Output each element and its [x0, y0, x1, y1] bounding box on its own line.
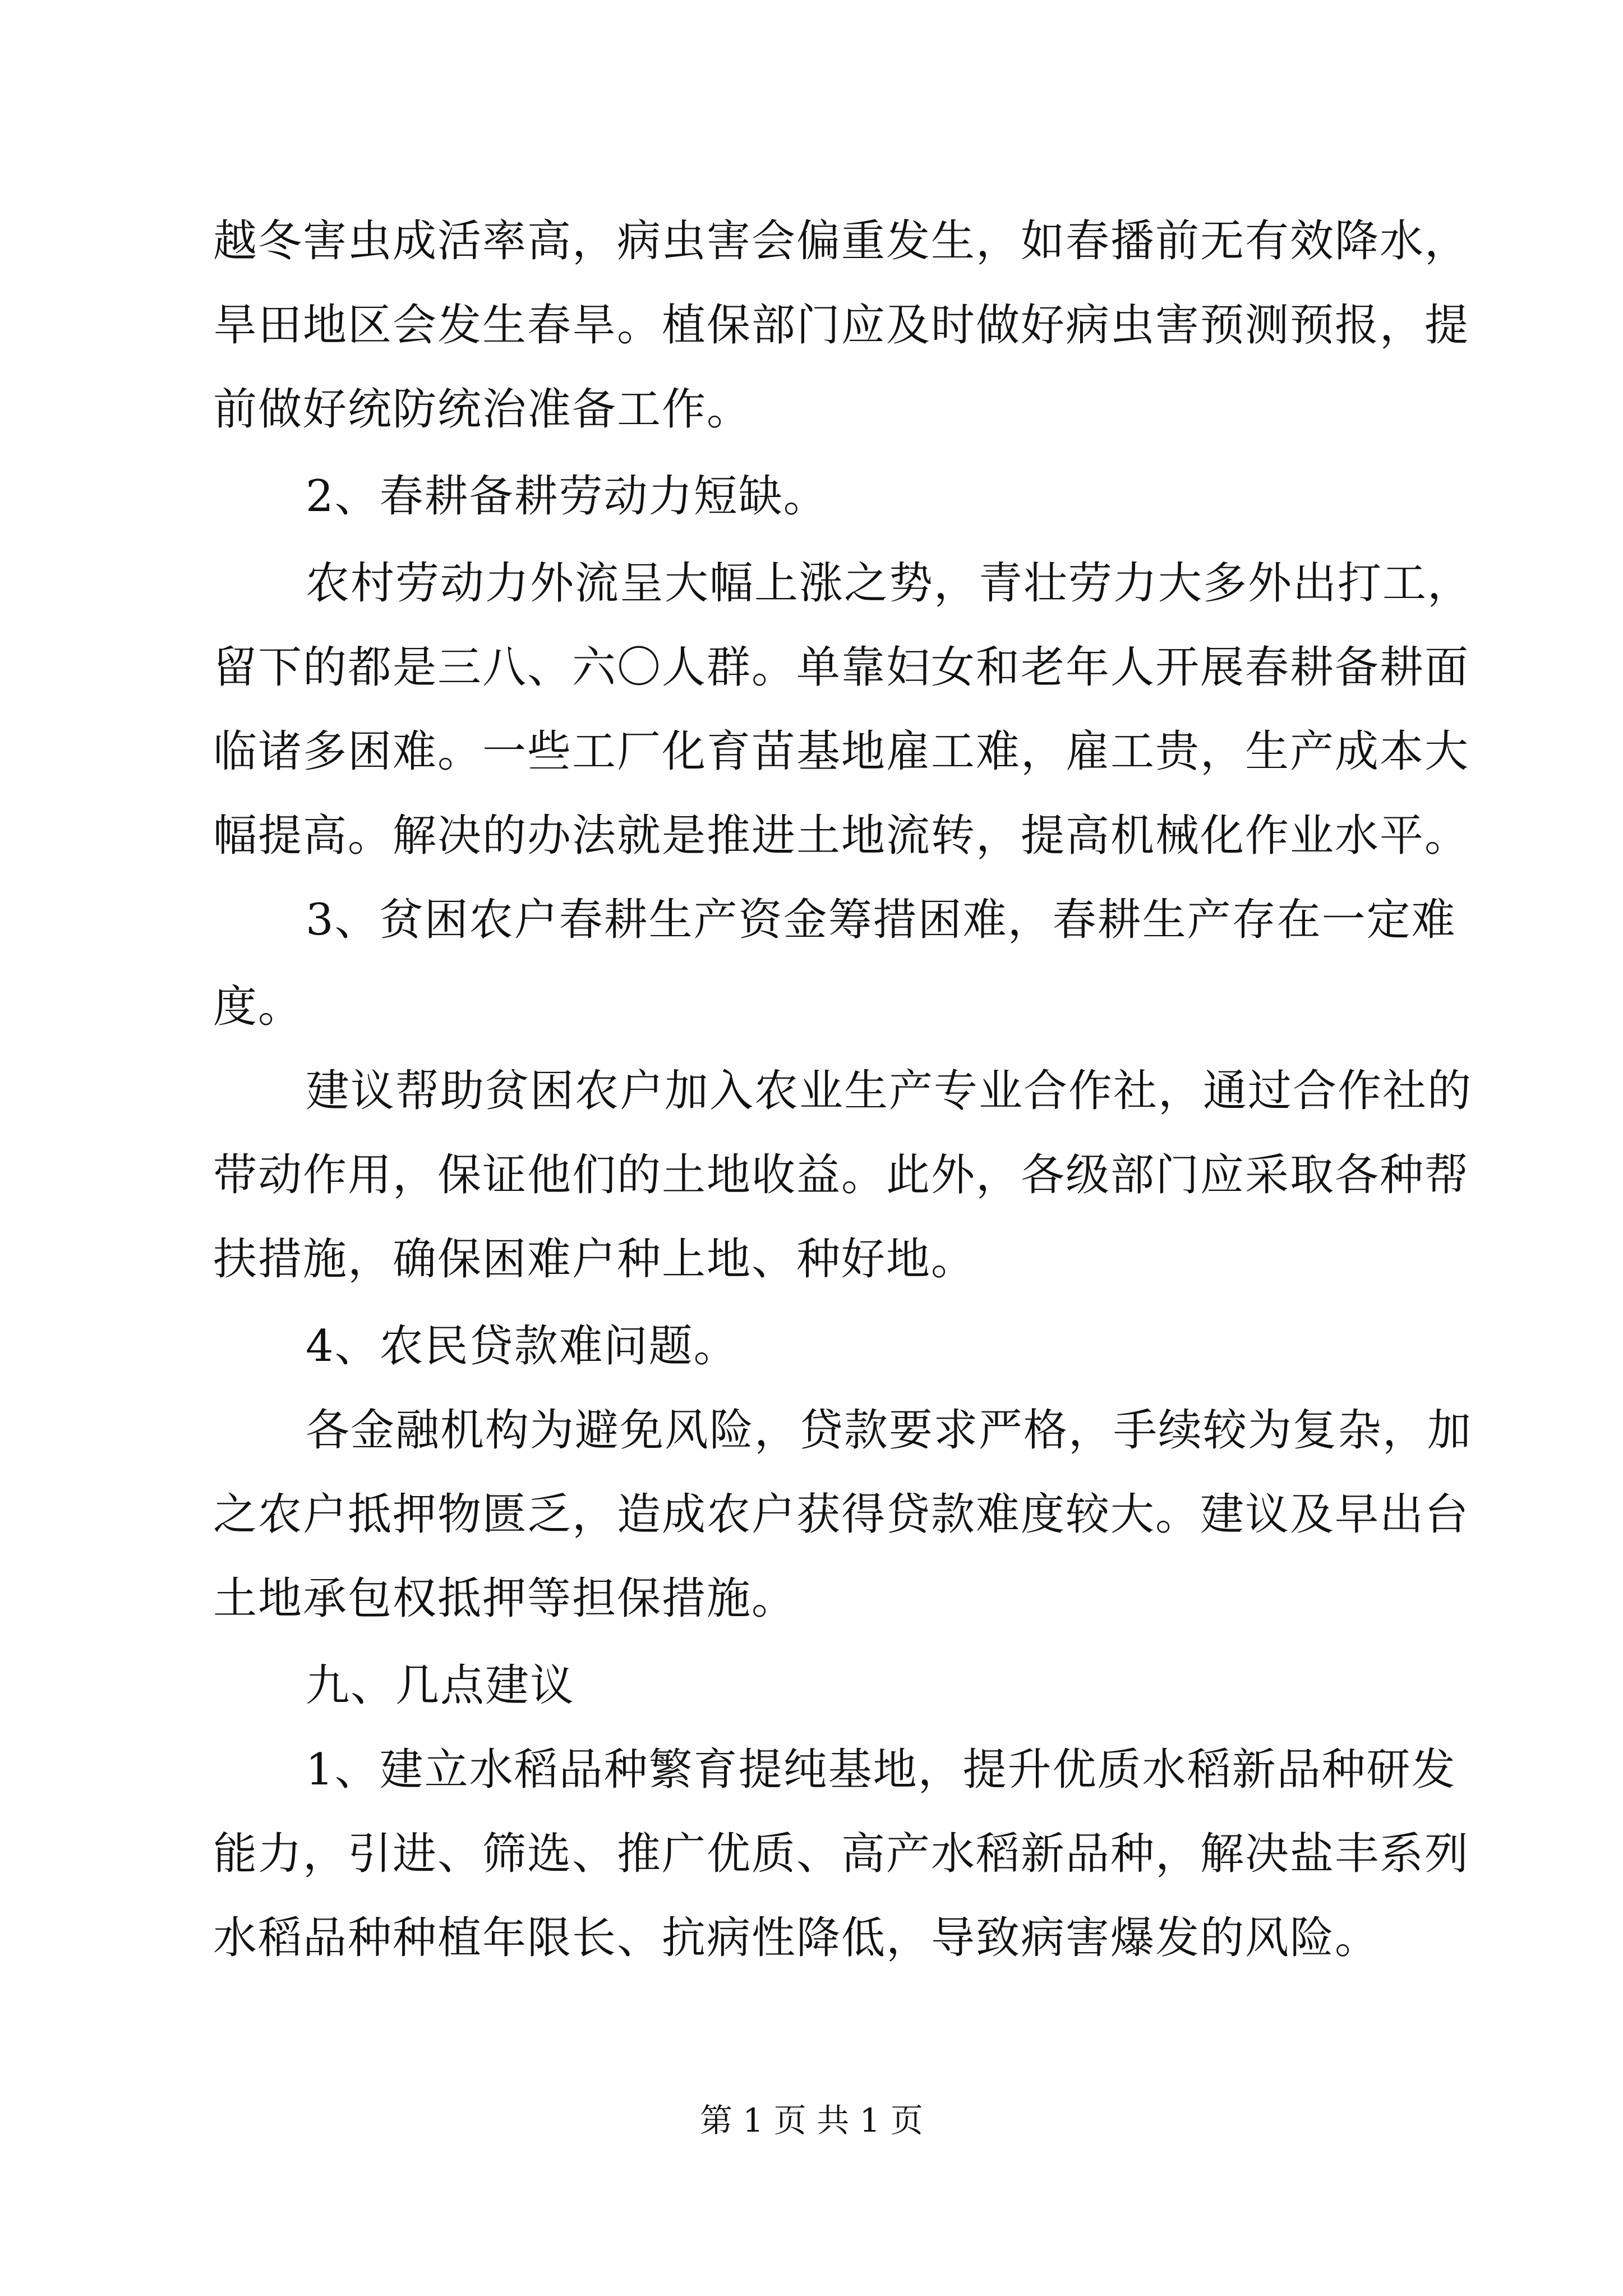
- text-line: 留下的都是三八、六〇人群。单靠妇女和老年人开展春耕备耕面: [213, 642, 1470, 693]
- text-line: 农村劳动力外流呈大幅上涨之势，青壮劳力大多外出打工，: [306, 558, 1473, 609]
- page-number-footer: 第 1 页 共 1 页: [700, 2101, 923, 2139]
- text-line: 临诸多困难。一些工厂化育苗基地雇工难，雇工贵，生产成本大: [213, 726, 1470, 777]
- text-line: 越冬害虫成活率高，病虫害会偏重发生，如春播前无有效降水，: [213, 216, 1470, 266]
- text-line: 之农户抵押物匮乏，造成农户获得贷款难度较大。建议及早出台: [213, 1489, 1470, 1540]
- text-line: 前做好统防统治准备工作。: [213, 384, 752, 435]
- text-line: 旱田地区会发生春旱。植保部门应及时做好病虫害预测预报，提: [213, 300, 1470, 351]
- section-heading: 九、几点建议: [306, 1660, 575, 1711]
- text-line: 水稻品种种植年限长、抗病性降低，导致病害爆发的风险。: [213, 1913, 1380, 1963]
- section-heading: 2、春耕备耕劳动力短缺。: [306, 471, 828, 522]
- text-line: 能力，引进、筛选、推广优质、高产水稻新品种，解决盐丰系列: [213, 1829, 1470, 1879]
- text-line: 建议帮助贫困农户加入农业生产专业合作社，通过合作社的: [306, 1066, 1473, 1116]
- text-line: 扶措施，确保困难户种上地、种好地。: [213, 1234, 976, 1285]
- text-line: 土地承包权抵押等担保措施。: [213, 1573, 797, 1624]
- text-line: 带动作用，保证他们的土地收益。此外，各级部门应采取各种帮: [213, 1150, 1470, 1200]
- text-line: 幅提高。解决的办法就是推进土地流转，提高机械化作业水平。: [213, 811, 1470, 861]
- section-heading: 3、贫困农户春耕生产资金筹措困难，春耕生产存在一定难: [306, 895, 1456, 945]
- text-line: 各金融机构为避免风险，贷款要求严格，手续较为复杂，加: [306, 1405, 1473, 1456]
- text-line: 度。: [213, 982, 303, 1032]
- text-line: 1、建立水稻品种繁育提纯基地，提升优质水稻新品种研发: [306, 1745, 1456, 1795]
- section-heading: 4、农民贷款难问题。: [306, 1321, 739, 1372]
